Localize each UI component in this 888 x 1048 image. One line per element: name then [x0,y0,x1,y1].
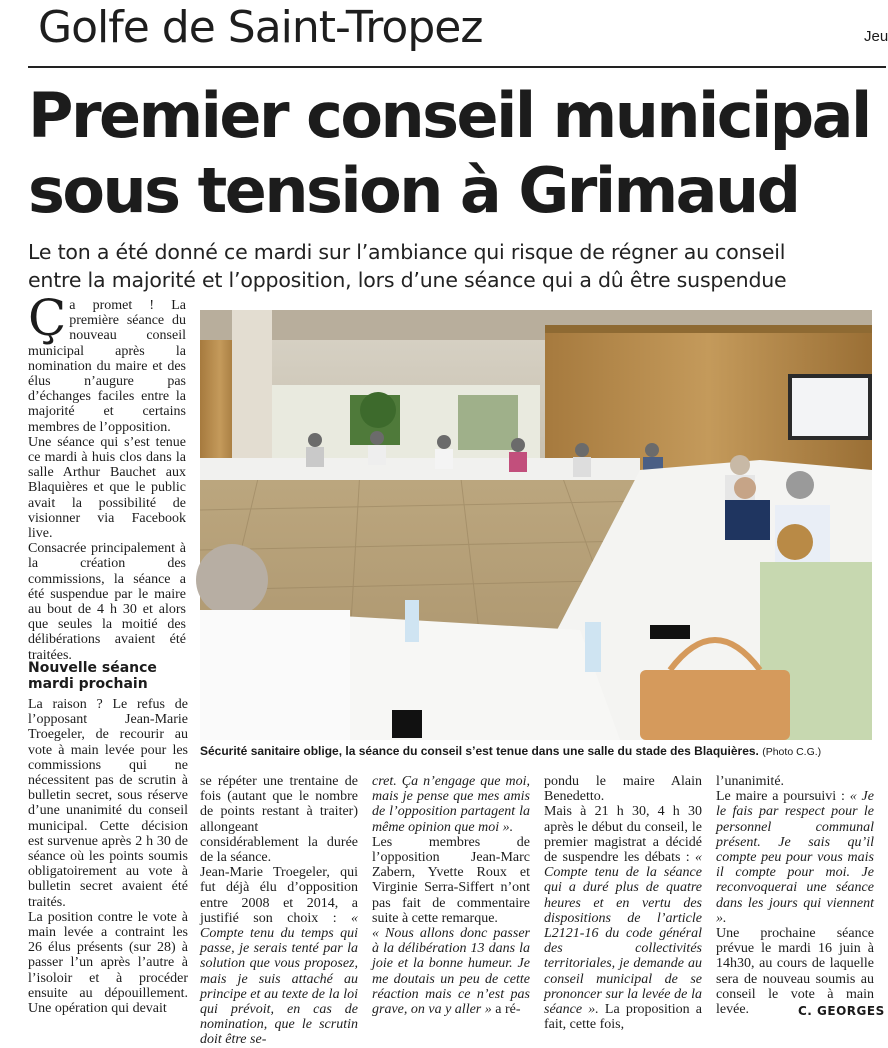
issue-date: Jeu [864,28,888,45]
paragraph-col5-c: Une prochaine séance prévue le mardi 16 juin à 14h30, au cours de laquelle sera de nouveau soumis au conseil le vote à main levée. [716,926,874,1018]
photo-credit: (Photo C.G.) [762,746,822,758]
paragraph-col5-b [716,789,874,926]
paragraph-position: La position contre le vote à main levée a contraint les 26 élus présents (sur 28) à passer l’un après l’autre à l’isoloir et à procéder ensuite au dépouillement. Une opération qui devait [28,909,188,1017]
paragraph-col4-a: pondu le maire Alain Benedetto. [544,774,702,805]
paragraph-col2-b [200,865,358,1047]
headline-line-2: sous tension à Grimaud [28,154,799,227]
council-photo-illustration [200,310,872,740]
col3-quote: cret. Ça n’engage que moi, mais je pense que mes amis de l’opposition partagent la même opinion que moi ». [372,774,530,835]
standfirst [28,238,786,294]
col2-b-text: Jean-Marie Troegeler, qui fut déjà élu d’opposition entre 2008 et 2014, a justifié son choix : [200,865,358,926]
col5-b-text: Le maire a poursuivi : [716,789,850,805]
col2-quote: « Compte tenu du temps qui passe, je serais tenté par la solution que vous proposez, mais je suis attaché au principe et au texte de la loi qui prévoit, en cas de nomination, que le scrutin doit être se- [200,910,358,1048]
dropcap: Ç [28,289,67,347]
paragraph-session: Une séance qui s’est tenue ce mardi à huis clos dans la salle Arthur Bauchet aux Blaquières et que le public avait la possibilité de visionner via Facebook live. [28,434,186,542]
col4-quote: « Compte tenu de la séance qui a duré plus de quatre heures et en vertu des dispositions de l’article L2121-16 du code général des collectivités territoriales, je demande au conseil municipal de se prononcer sur la levée de la séance ». [544,850,702,1018]
col3-end: a ré- [491,1002,521,1018]
byline: C. GEORGES [798,1004,885,1018]
paragraph-col4-b [544,804,702,1032]
header-rule [28,66,886,68]
col5-quote: « Je le fais par respect pour le personnel communal présent. Je sais qu’il compte peu pour vous mais il compte pour moi. Je reconvoquerai une séance dans les jours qui viennent ». [716,789,874,926]
caption-text: Sécurité sanitaire oblige, la séance du conseil s’est tenue dans une salle du stade des Blaquières. [200,744,759,758]
column-1-bottom [28,697,188,1016]
paragraph-col3-c [372,926,530,1017]
column-5 [716,774,874,1017]
standfirst-line-2: entre la majorité et l’opposition, lors d’une séance qui a dû être suspendue [28,268,787,292]
lead-paragraph [28,289,186,435]
standfirst-line-1: Le ton a été donné ce mardi sur l’ambiance qui risque de régner au conseil [28,240,786,264]
column-2 [200,774,358,1048]
column-3 [372,774,530,1017]
paragraph-col3-b: Les membres de l’opposition Jean-Marc Zabern, Yvette Roux et Virginie Serra-Siffert n’ont pas fait de commentaire suite à cette remarque. [372,834,530,926]
paragraph-col2-a: se répéter une trentaine de fois (autant que le nombre de points restant à traiter) allongeant considérablement la durée de la séance. [200,774,358,866]
headline [28,78,886,228]
paragraph-reason: La raison ? Le refus de l’opposant Jean-Marie Troegeler, de recourir au vote à main levée pour les commissions qui ne nécessitent pas de scrutin à bulletin secret, sous réserve d’une unanimité du conseil municipal. Cette décision est survenue après 2 h 30 de séance où les points soumis obligatoirement au vote à bulletin secret avaient été traités. [28,697,188,910]
lead-text: a promet ! La première séance du nouveau conseil municipal après la nomination du maire et des élus n’augure pas d’échanges faciles entre la majorité et certains membres de l’opposition. [28,298,186,435]
section-title: Golfe de Saint-Tropez [38,2,483,53]
col4-end: La proposition a fait, cette fois, [544,1002,702,1033]
subheading: Nouvelle séance mardi prochain [28,660,157,692]
col4-b-text: Mais à 21 h 30, 4 h 30 après le début du conseil, le premier magistrat a décidé de suspendre les débats : [544,804,702,866]
headline-line-1: Premier conseil municipal [28,79,870,152]
col3-quote-2: « Nous allons donc passer à la délibération 13 dans la joie et la bonne humeur. Je me doutais un peu de cette réaction mais ce n’est pas grave, on va y aller » [372,926,530,1018]
column-1-top [28,289,186,663]
council-photo [200,310,872,740]
column-4 [544,774,702,1032]
paragraph-col5-a: l’unanimité. [716,774,785,789]
photo-caption [200,744,872,758]
paragraph-commissions: Consacrée principalement à la création des commissions, la séance a été suspendue par le maire au bout de 4 h 30 et alors que seules la moitié des délibérations avaient été traitées. [28,541,186,663]
